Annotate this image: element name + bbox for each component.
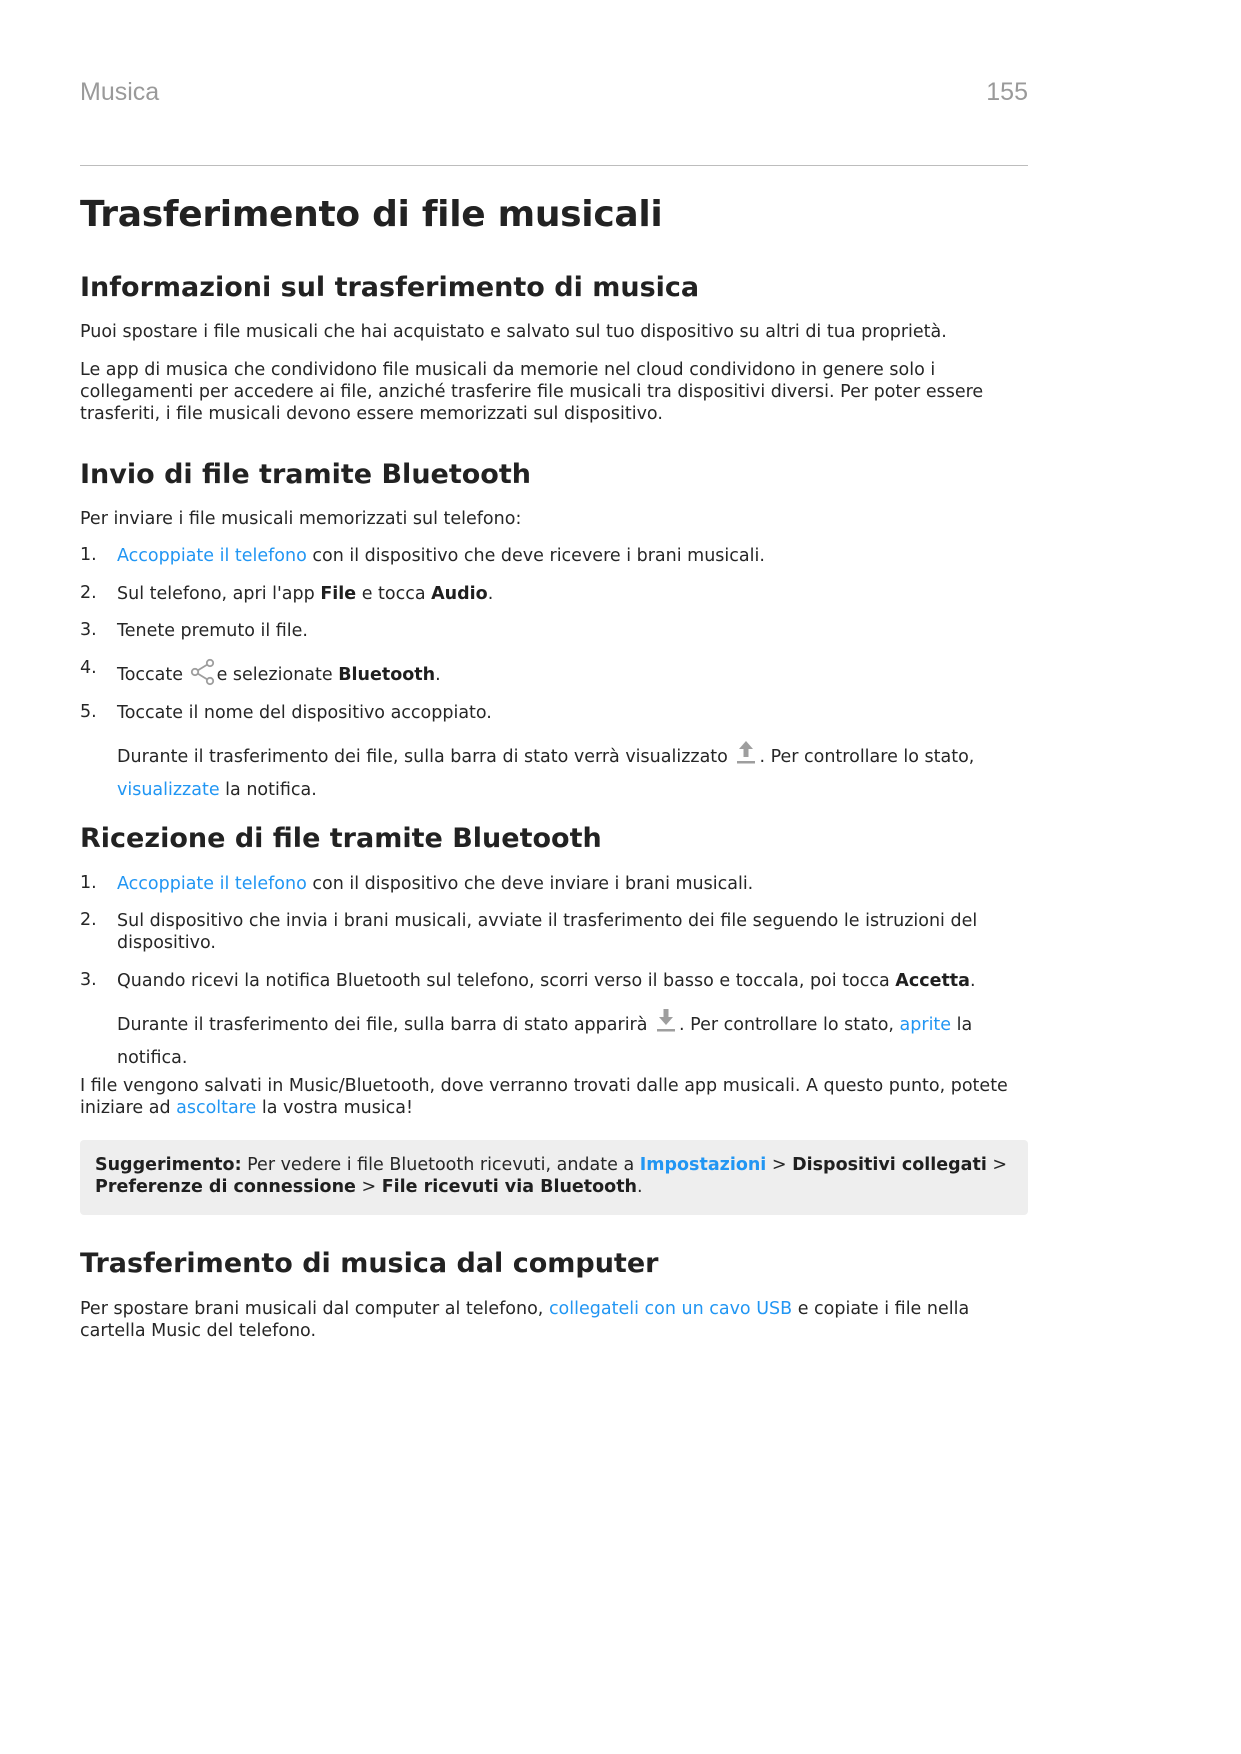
info-paragraph-1: Puoi spostare i file musicali che hai acquistato e salvato sul tuo dispositivo su altri di tua proprietà. bbox=[80, 322, 947, 342]
listen-link[interactable]: ascoltare bbox=[176, 1098, 257, 1118]
heading-info: Informazioni sul trasferimento di musica bbox=[80, 272, 700, 303]
computer-paragraph: Per spostare brani musicali dal computer al telefono, collegateli con un cavo USB e copiate i file nella cartella Music del telefono. bbox=[80, 1299, 970, 1341]
send-status-note: Durante il trasferimento dei file, sulla barra di stato verrà visualizzato . Per controllare lo stato, visualizzate la notifica. bbox=[117, 738, 1029, 805]
receive-status-note: Durante il trasferimento dei file, sulla barra di stato apparirà . Per controllare lo stato, aprite la notifica. bbox=[117, 1006, 1029, 1073]
page-number: 155 bbox=[986, 78, 1028, 106]
step-number: 5. bbox=[80, 702, 97, 722]
receive-after-paragraph: I file vengono salvati in Music/Bluetooth, dove verranno trovati dalle app musicali. A questo punto, potete iniziare ad ascoltare la vostra musica! bbox=[80, 1076, 1008, 1118]
usb-cable-link[interactable]: collegateli con un cavo USB bbox=[548, 1299, 793, 1319]
running-header-section: Musica bbox=[80, 78, 160, 106]
send-step-1: Accoppiate il telefono con il dispositivo che deve ricevere i brani musicali. bbox=[117, 546, 765, 566]
info-paragraph-2: Le app di musica che condividono file musicali da memorie nel cloud condividono in genere solo i collegamenti per accedere ai file, anziché trasferire file musicali tra dispositivi diversi. Per poter essere trasferiti, i file musicali devono essere memorizzati sul dispositivo. bbox=[80, 360, 984, 424]
heading-send: Invio di file tramite Bluetooth bbox=[80, 459, 531, 490]
tip-label: Suggerimento: bbox=[95, 1155, 242, 1175]
view-notification-link[interactable]: visualizzate bbox=[117, 780, 220, 800]
step-number: 4. bbox=[80, 658, 97, 678]
send-intro: Per inviare i file musicali memorizzati sul telefono: bbox=[80, 509, 522, 529]
open-notification-link[interactable]: aprite bbox=[899, 1015, 952, 1035]
settings-link[interactable]: Impostazioni bbox=[639, 1155, 767, 1175]
send-step-3: Tenete premuto il file. bbox=[117, 621, 308, 641]
receive-step-1: Accoppiate il telefono con il dispositivo che deve inviare i brani musicali. bbox=[117, 874, 754, 894]
download-icon bbox=[653, 1006, 679, 1044]
step-number: 2. bbox=[80, 583, 97, 603]
pair-phone-link[interactable]: Accoppiate il telefono bbox=[117, 546, 307, 566]
heading-receive: Ricezione di file tramite Bluetooth bbox=[80, 823, 602, 854]
step-number: 2. bbox=[80, 910, 97, 930]
send-step-2: Sul telefono, apri l'app File e tocca Audio. bbox=[117, 584, 494, 604]
step-number: 1. bbox=[80, 873, 97, 893]
share-icon bbox=[189, 658, 217, 692]
send-step-4: Toccate e selezionate Bluetooth. bbox=[117, 658, 1029, 692]
step-number: 1. bbox=[80, 545, 97, 565]
step-number: 3. bbox=[80, 970, 97, 990]
tip-text: Suggerimento: Per vedere i file Bluetooth ricevuti, andate a Impostazioni > Dispositivi collegati > Preferenze di connessione > File ricevuti via Bluetooth. bbox=[95, 1155, 1008, 1197]
receive-step-3: Quando ricevi la notifica Bluetooth sul telefono, scorri verso il basso e toccala, poi tocca Accetta. bbox=[117, 971, 976, 991]
send-step-5: Toccate il nome del dispositivo accoppiato. bbox=[117, 703, 492, 723]
upload-icon bbox=[733, 738, 759, 776]
tip-box bbox=[80, 1140, 1028, 1215]
page-title: Trasferimento di file musicali bbox=[80, 194, 663, 235]
receive-step-2: Sul dispositivo che invia i brani musicali, avviate il trasferimento dei file seguendo le istruzioni del dispositivo. bbox=[117, 911, 978, 953]
heading-computer: Trasferimento di musica dal computer bbox=[80, 1248, 659, 1279]
header-divider bbox=[80, 165, 1028, 166]
step-number: 3. bbox=[80, 620, 97, 640]
pair-phone-link[interactable]: Accoppiate il telefono bbox=[117, 874, 307, 894]
